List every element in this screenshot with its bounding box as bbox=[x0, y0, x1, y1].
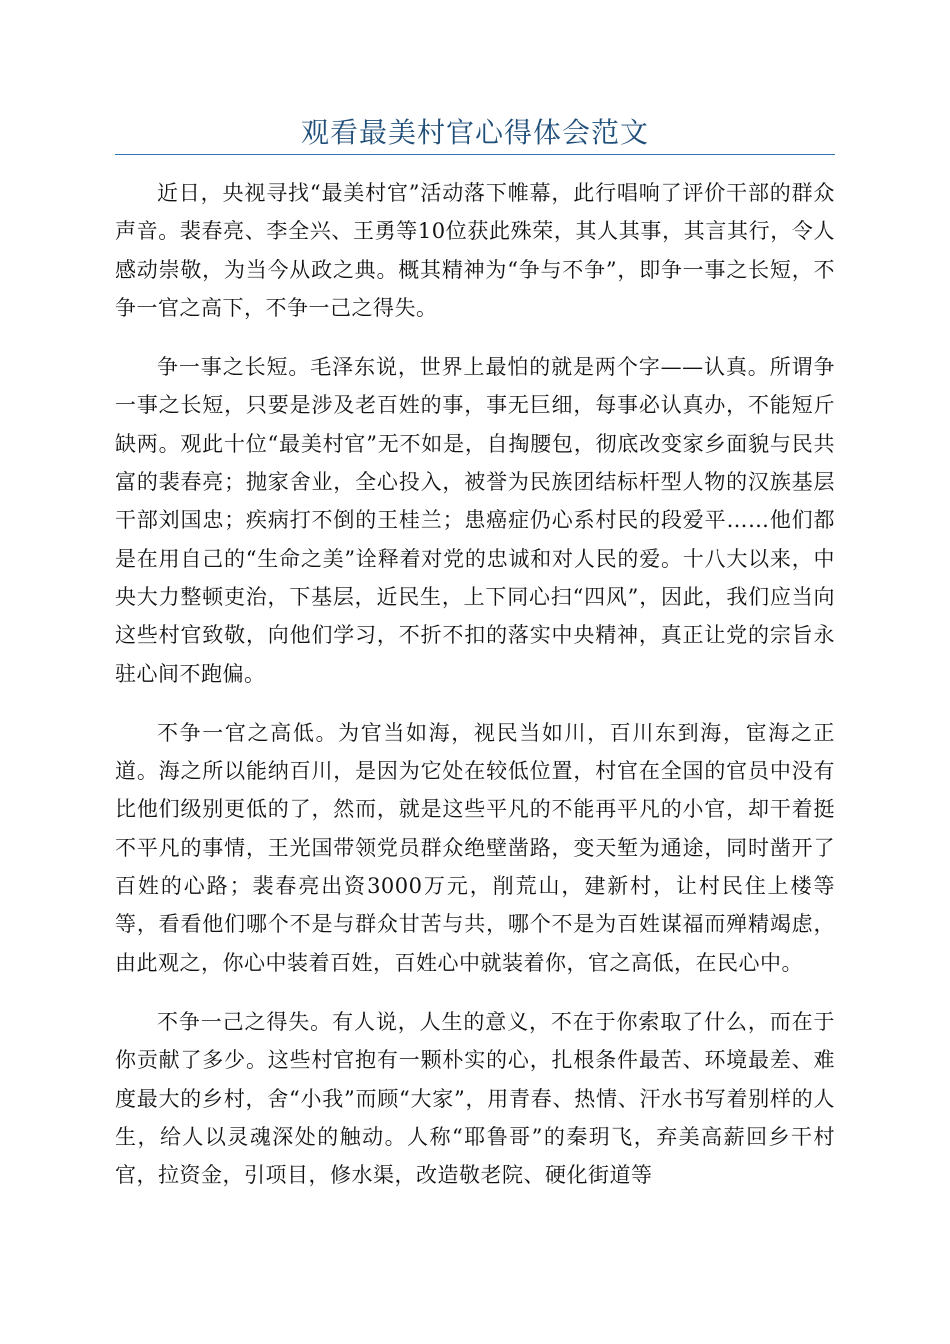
title-underline bbox=[115, 154, 835, 155]
paragraph-intro: 近日，央视寻找“最美村官”活动落下帷幕，此行唱响了评价干部的群众声音。裴春亮、李全兴、王勇等10位获此殊荣，其人其事，其言其行，令人感动崇敬，为当今从政之典。概其精神为“争与不争”，即争一事之长短，不争一官之高下，不争一己之得失。 bbox=[115, 181, 835, 320]
document-title: 观看最美村官心得体会范文 bbox=[300, 116, 649, 149]
document-body bbox=[115, 174, 835, 1215]
paragraph-one-thing: 争一事之长短。毛泽东说，世界上最怕的就是两个字——认真。所谓争一事之长短，只要是涉及老百姓的事，事无巨细，每事必认真办，不能短斤缺两。观此十位“最美村官”无不如是，自掏腰包，彻底改变家乡面貌与民共富的裴春亮；抛家舍业，全心投入，被誉为民族团结标杆型人物的汉族基层干部刘国忠；疾病打不倒的王桂兰；患癌症仍心系村民的段爱平……他们都是在用自己的“生命之美”诠释着对党的忠诚和对人民的爱。十八大以来，中央大力整顿吏治，下基层，近民生，上下同心扫“四风”，因此，我们应当向这些村官致敬，向他们学习，不折不扣的落实中央精神，真正让党的宗旨永驻心间不跑偏。 bbox=[115, 355, 835, 686]
paragraph-gain-loss: 不争一己之得失。有人说，人生的意义，不在于你索取了什么，而在于你贡献了多少。这些村官抱有一颗朴实的心，扎根条件最苦、环境最差、难度最大的乡村，舍“小我”而顾“大家”，用青春、热情、汗水书写着别样的人生，给人以灵魂深处的触动。人称“耶鲁哥”的秦玥飞，弃美高薪回乡干村官，拉资金，引项目，修水渠，改造敬老院、硬化街道等 bbox=[115, 1009, 835, 1188]
paragraph-rank: 不争一官之高低。为官当如海，视民当如川，百川东到海，宦海之正道。海之所以能纳百川，是因为它处在较低位置，村官在全国的官员中没有比他们级别更低的了，然而，就是这些平凡的不能再平凡的小官，却干着挺不平凡的事情，王光国带领党员群众绝壁凿路，变天堑为通途，同时凿开了百姓的心路；裴春亮出资3000万元，削荒山，建新村，让村民住上楼等等，看看他们哪个不是与群众甘苦与共，哪个不是为百姓谋福而殚精竭虑，由此观之，你心中装着百姓，百姓心中就装着你，官之高低，在民心中。 bbox=[115, 720, 835, 975]
